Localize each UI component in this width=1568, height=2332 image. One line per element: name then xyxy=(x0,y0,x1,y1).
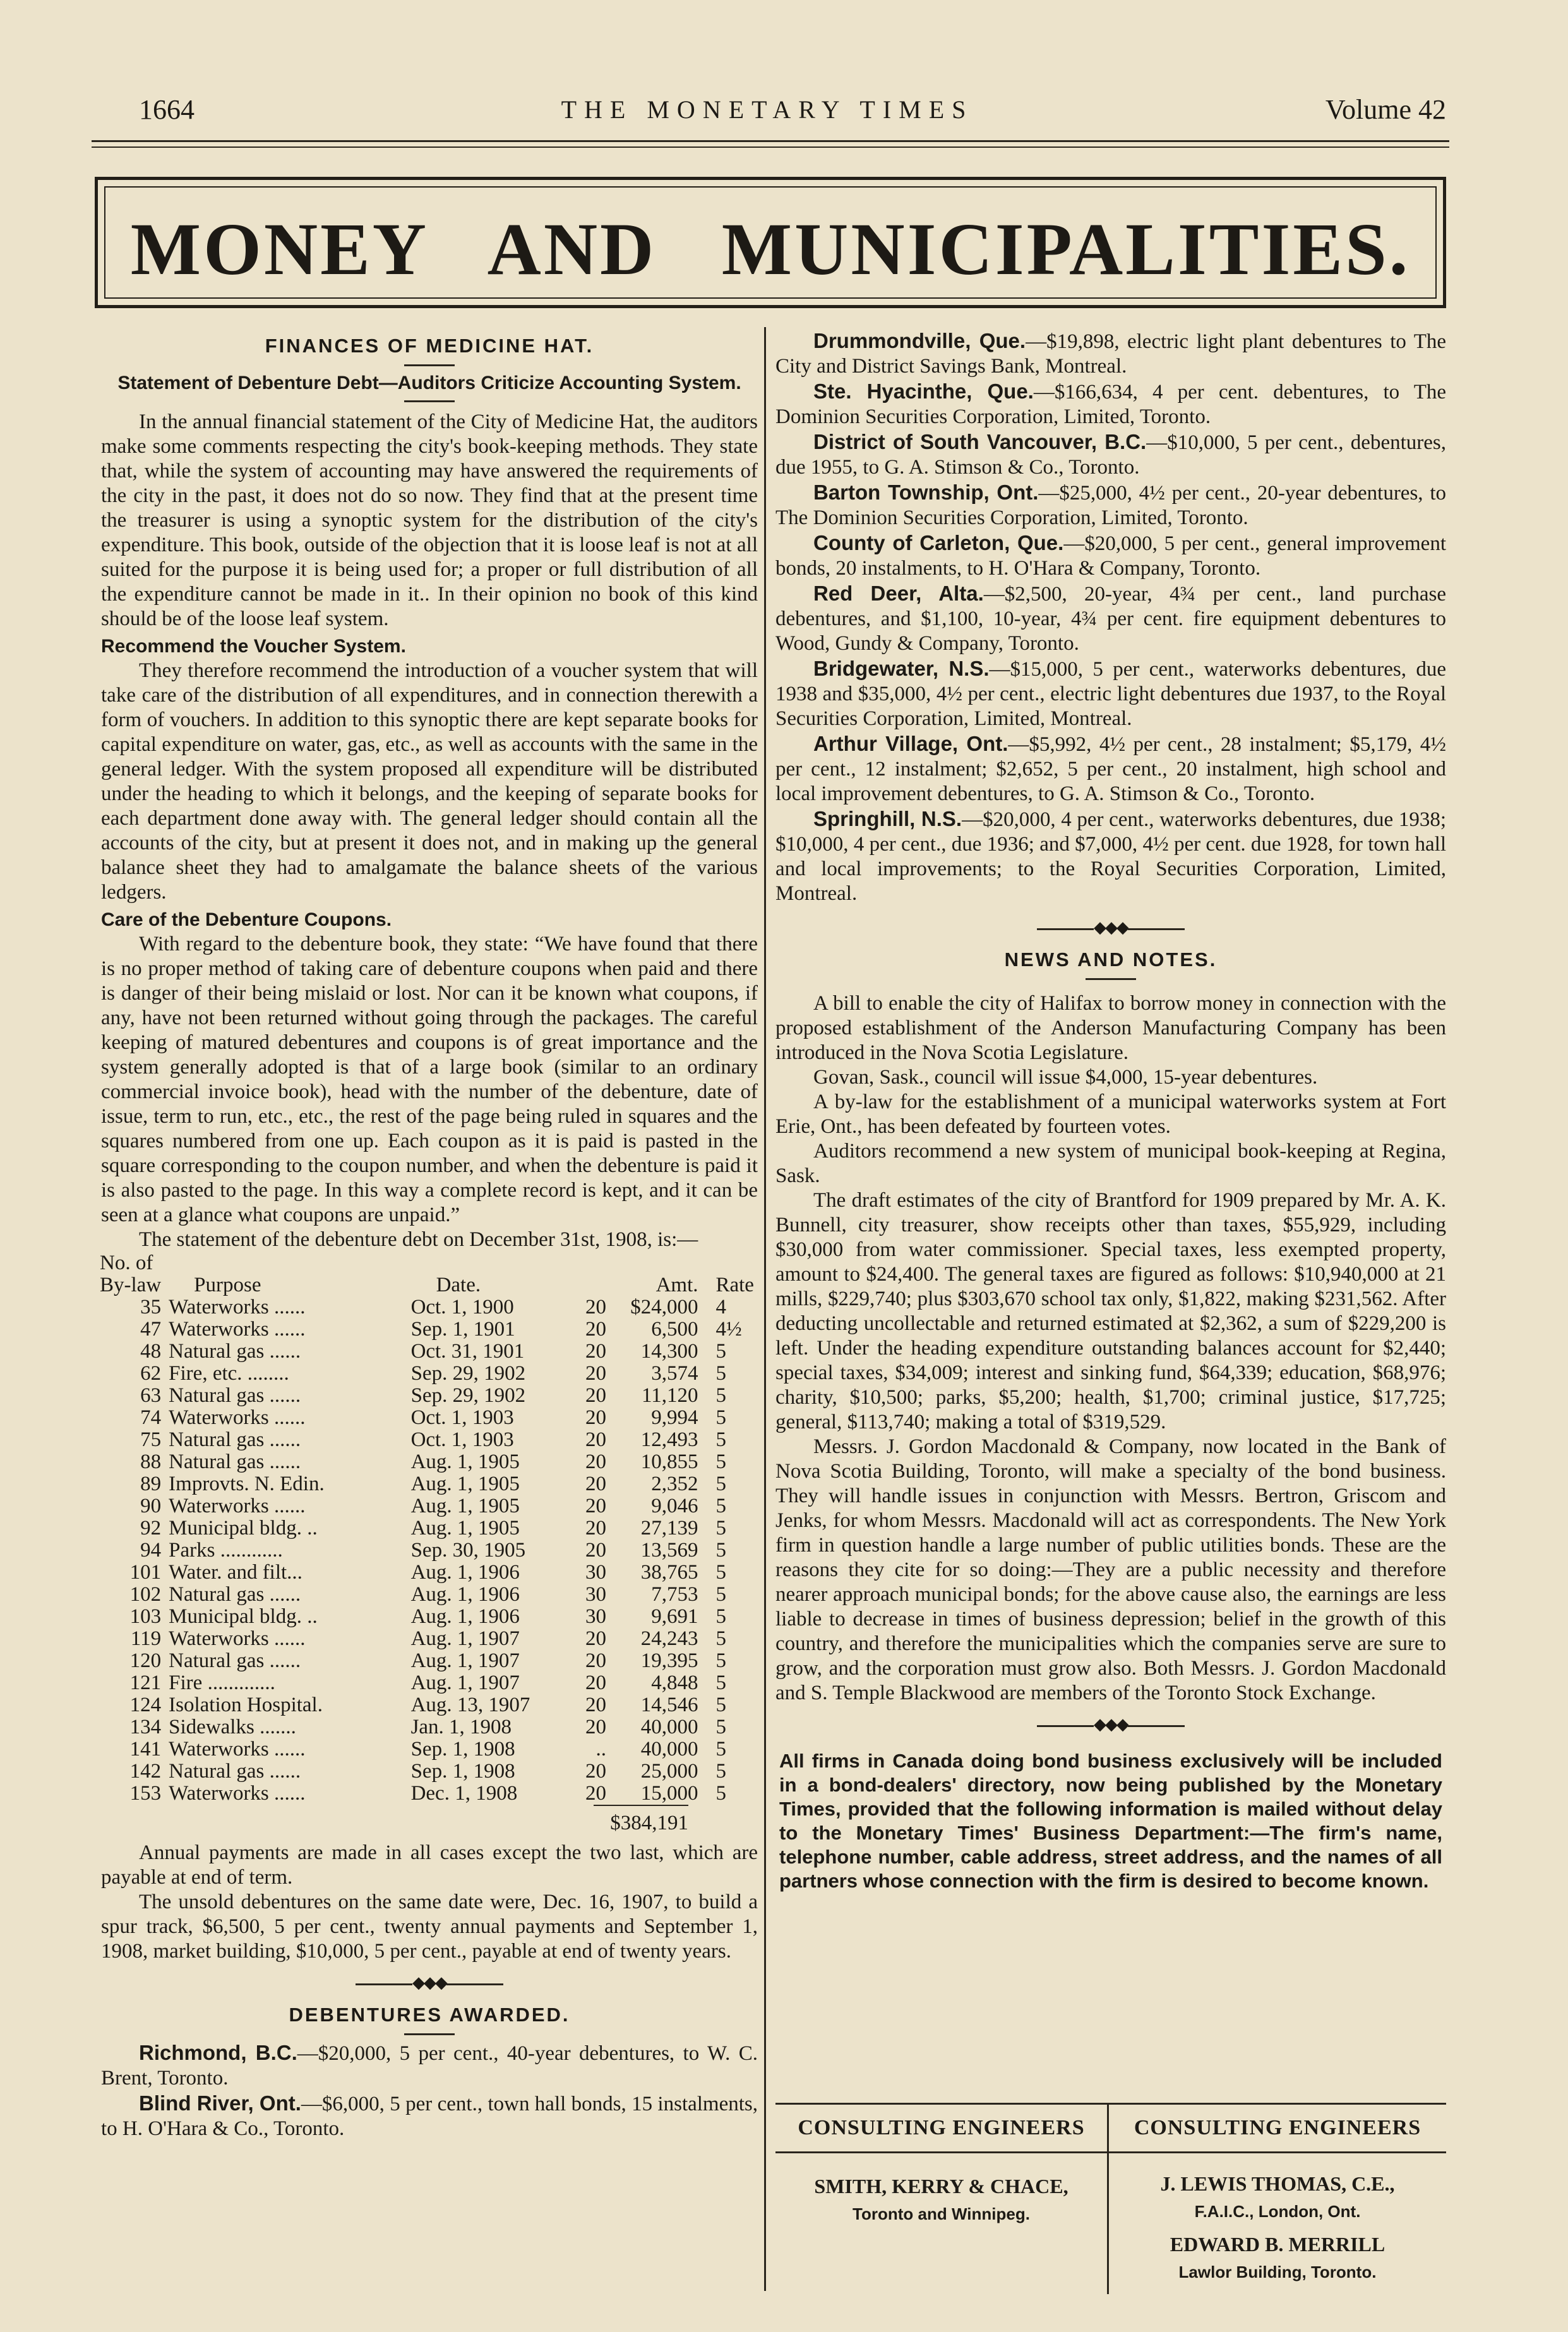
paragraph: The statement of the debenture debt on December 31st, 1908, is:— xyxy=(139,1228,698,1251)
cell-rate: 4 xyxy=(715,1296,726,1318)
debenture-details: —$20,000, 4 per cent., waterworks debentures, due 1938; $10,000, 4 per cent., due 1936; and $7,000, 4½ per cent. due 1928, for town hall and local improvements; to the Royal Securities Corporation, Limited, Montreal. xyxy=(775,808,1446,905)
debenture-item xyxy=(101,2040,758,2091)
table-row xyxy=(100,1628,758,1650)
cell-purpose: Natural gas ...... xyxy=(169,1649,301,1672)
cell-bylaw-number: 74 xyxy=(140,1406,162,1429)
cell-bylaw-number: 47 xyxy=(140,1318,162,1341)
cell-rate: 5 xyxy=(715,1340,726,1363)
debenture-place: Richmond, B.C. xyxy=(139,2041,297,2064)
table-row xyxy=(100,1716,758,1738)
article-subheading: Statement of Debenture Debt—Auditors Criticize Accounting System. xyxy=(117,373,741,393)
cell-term-years: 20 xyxy=(585,1473,606,1495)
cell-purpose: Waterworks ...... xyxy=(169,1782,306,1805)
cell-purpose: Natural gas ...... xyxy=(169,1340,301,1363)
left-column xyxy=(101,328,758,2141)
cell-term-years: 20 xyxy=(585,1649,606,1672)
cell-purpose: Natural gas ...... xyxy=(169,1760,301,1783)
debentures-heading: DEBENTURES AWARDED. xyxy=(289,2004,570,2026)
cell-bylaw-number: 48 xyxy=(140,1340,162,1363)
cell-date: Aug. 1, 1905 xyxy=(410,1517,520,1540)
table-row xyxy=(100,1672,758,1694)
page-number: 1664 xyxy=(139,94,195,125)
cell-amount: 40,000 xyxy=(640,1738,698,1761)
card-title: CONSULTING ENGINEERS xyxy=(1109,2116,1446,2153)
cell-date: Aug. 13, 1907 xyxy=(410,1694,530,1716)
col-date: Date. xyxy=(436,1274,481,1296)
debenture-item xyxy=(775,656,1446,731)
cell-purpose: Isolation Hospital. xyxy=(169,1694,323,1716)
cell-term-years: 20 xyxy=(585,1716,606,1738)
cell-rate: 5 xyxy=(715,1473,726,1495)
cell-bylaw-number: 62 xyxy=(140,1362,162,1385)
cell-rate: 5 xyxy=(715,1760,726,1783)
debenture-item xyxy=(775,581,1446,656)
business-cards xyxy=(775,2103,1446,2294)
cell-term-years: 20 xyxy=(585,1517,606,1540)
cell-bylaw-number: 120 xyxy=(129,1649,162,1672)
cell-rate: 5 xyxy=(715,1716,726,1738)
col-rate: Rate xyxy=(715,1274,754,1296)
card-firm-name: J. LEWIS THOMAS, C.E., xyxy=(1160,2172,1395,2195)
cell-term-years: 20 xyxy=(585,1384,606,1407)
debenture-place: Ste. Hyacinthe, Que. xyxy=(813,380,1034,403)
cell-date: Oct. 31, 1901 xyxy=(410,1340,525,1363)
cell-term-years: 20 xyxy=(585,1539,606,1562)
cell-rate: 5 xyxy=(715,1782,726,1805)
right-column xyxy=(775,328,1446,1906)
cell-term-years: 20 xyxy=(585,1671,606,1694)
cell-bylaw-number: 103 xyxy=(129,1605,162,1628)
table-row xyxy=(100,1738,758,1761)
header-rule xyxy=(92,140,1449,142)
table-row xyxy=(100,1650,758,1672)
cell-date: Dec. 1, 1908 xyxy=(410,1782,518,1805)
cell-rate: 4½ xyxy=(715,1318,742,1341)
cell-amount: 2,352 xyxy=(651,1473,698,1495)
cell-rate: 5 xyxy=(715,1561,726,1584)
section-banner xyxy=(95,177,1446,308)
cell-date: Aug. 1, 1906 xyxy=(410,1561,520,1584)
debenture-details: —$20,000, 5 per cent., 40-year debentures, to W. C. Brent, Toronto. xyxy=(101,2042,758,2090)
card-title: CONSULTING ENGINEERS xyxy=(775,2116,1107,2153)
paragraph: The unsold debentures on the same date were, Dec. 16, 1907, to build a spur track, $6,500, 5 per cent., twenty annual payments and September 1, 1908, market building, $10,000, 5 per cent., payable at end of twenty years. xyxy=(101,1891,758,1963)
cell-bylaw-number: 141 xyxy=(129,1738,162,1761)
cell-term-years: 20 xyxy=(585,1760,606,1783)
publication-title: THE MONETARY TIMES xyxy=(561,95,974,124)
debenture-place: Drummondville, Que. xyxy=(813,329,1026,352)
cell-bylaw-number: 75 xyxy=(140,1428,162,1451)
short-rule xyxy=(1086,978,1136,980)
cell-term-years: 20 xyxy=(585,1782,606,1805)
debenture-item xyxy=(101,2091,758,2141)
cell-bylaw-number: 142 xyxy=(129,1760,162,1783)
cell-rate: 5 xyxy=(715,1428,726,1451)
cell-date: Sep. 1, 1901 xyxy=(410,1318,515,1341)
table-body xyxy=(100,1296,758,1805)
cell-purpose: Natural gas ...... xyxy=(169,1384,301,1407)
cell-purpose: Waterworks ...... xyxy=(169,1318,306,1341)
cell-purpose: Waterworks ...... xyxy=(169,1406,306,1429)
card-credentials: F.A.I.C., London, Ont. xyxy=(1194,2202,1361,2221)
cell-term-years: 20 xyxy=(585,1406,606,1429)
cell-term-years: 20 xyxy=(585,1296,606,1318)
cell-date: Aug. 1, 1907 xyxy=(410,1627,520,1650)
cell-bylaw-number: 134 xyxy=(129,1716,162,1738)
cell-rate: 5 xyxy=(715,1605,726,1628)
news-paragraph: Messrs. J. Gordon Macdonald & Company, now located in the Bank of Nova Scotia Building, Toronto, will make a specialty of the bond business. They will handle issues in conjunction with Messrs. Bertron, Griscom and Jenks, for whom Messrs. Macdonald will act as correspondents. The New York firm in question handle a large number of public utilities bonds. These are the reasons they cite for so doing:—They are a public necessity and therefore nearer approach municipal bonds; for the above cause also, the earnings are less liable to decrease in times of business depression; belief in the growth of this country, and therefore the municipalities which the companies serve are sure to grow, and the corporation must grow also. Both Messrs. J. Gordon Macdonald and S. Temple Blackwood are members of the Toronto Stock Exchange. xyxy=(775,1435,1446,1704)
cell-date: Sep. 29, 1902 xyxy=(410,1362,526,1385)
news-paragraph: The draft estimates of the city of Brantford for 1909 prepared by Mr. A. K. Bunnell, city treasurer, show receipts other than taxes, $55,929, including $30,000 from water commissioner. Special taxes, less exempted property, amount to $24,400. The general taxes are figured as follows: $10,940,000 at 21 mills, $229,740; plus $303,670 school tax only, $1,822, making $231,562. After deducting uncollectable and returned estimated at $2,362, a sum of $229,200 is left. Under the heading expenditure outstanding balances account for $2,440; special taxes, $34,009; interest and sinking fund, $64,339; education, $68,976; charity, $10,500; parks, $5,200; health, $1,700; criminal justice, $17,725; general, $113,740; making a total of $319,529. xyxy=(775,1189,1446,1433)
table-row xyxy=(100,1606,758,1628)
cell-rate: 5 xyxy=(715,1583,726,1606)
cell-date: Oct. 1, 1903 xyxy=(410,1406,514,1429)
cell-date: Jan. 1, 1908 xyxy=(410,1716,512,1738)
cell-amount: 13,569 xyxy=(640,1539,698,1562)
news-paragraph: A bill to enable the city of Halifax to borrow money in connection with the proposed establishment of the Anderson Manufacturing Company has been introduced in the Nova Scotia Legislature. xyxy=(775,992,1446,1064)
table-row xyxy=(100,1694,758,1716)
debenture-place: Arthur Village, Ont. xyxy=(813,732,1008,755)
table-row xyxy=(100,1363,758,1385)
cell-amount: $24,000 xyxy=(630,1296,698,1318)
cell-term-years: 20 xyxy=(585,1428,606,1451)
cell-purpose: Fire ............. xyxy=(169,1671,275,1694)
cell-term-years: 30 xyxy=(585,1561,606,1584)
card-location: Lawlor Building, Toronto. xyxy=(1178,2263,1377,2281)
cell-amount: 38,765 xyxy=(640,1561,698,1584)
column-divider xyxy=(764,327,766,2291)
cell-purpose: Natural gas ...... xyxy=(169,1450,301,1473)
table-row xyxy=(100,1584,758,1606)
cell-rate: 5 xyxy=(715,1495,726,1517)
cell-rate: 5 xyxy=(715,1649,726,1672)
cell-purpose: Improvts. N. Edin. xyxy=(169,1473,325,1495)
short-rule xyxy=(404,364,455,366)
cell-term-years: 20 xyxy=(585,1627,606,1650)
table-row xyxy=(100,1429,758,1451)
cell-date: Sep. 30, 1905 xyxy=(410,1539,526,1562)
business-card xyxy=(775,2105,1109,2294)
page-header xyxy=(88,93,1446,131)
table-row xyxy=(100,1296,758,1318)
cell-amount: 4,848 xyxy=(651,1671,698,1694)
news-paragraph: Govan, Sask., council will issue $4,000, 15-year debentures. xyxy=(813,1066,1318,1089)
cell-amount: 9,691 xyxy=(651,1605,698,1628)
cell-date: Aug. 1, 1906 xyxy=(410,1583,520,1606)
cell-rate: 5 xyxy=(715,1738,726,1761)
cell-amount: 11,120 xyxy=(641,1384,698,1407)
news-body xyxy=(775,991,1446,1706)
card-firm-name-2: EDWARD B. MERRILL xyxy=(1170,2233,1385,2256)
cell-rate: 5 xyxy=(715,1406,726,1429)
cell-purpose: Sidewalks ....... xyxy=(169,1716,296,1738)
cell-amount: 10,855 xyxy=(640,1450,698,1473)
table-row xyxy=(100,1451,758,1473)
table-total: $384,191 xyxy=(594,1805,688,1836)
cell-bylaw-number: 153 xyxy=(129,1782,162,1805)
cell-bylaw-number: 94 xyxy=(140,1539,162,1562)
table-row xyxy=(100,1341,758,1363)
cell-rate: 5 xyxy=(715,1671,726,1694)
cell-amount: 40,000 xyxy=(640,1716,698,1738)
cell-amount: 12,493 xyxy=(640,1428,698,1451)
paragraph: In the annual financial statement of the City of Medicine Hat, the auditors make some comments respecting the city's book-keeping methods. They state that, while the system of accounting may have answered the requirements of the city in the past, it does not do so now. They find that at the present time the treasurer is using a synoptic system for the distribution of the city's expenditure. This book, outside of the objection that it is loose leaf is not at all suited for the purpose it is being used for; a proper or full distribution of all the expenditure cannot be made in it.. In their opinion no book of this kind should be of the loose leaf system. xyxy=(101,410,758,630)
side-heading: Care of the Debenture Coupons. xyxy=(101,909,392,930)
section-title: MONEY AND MUNICIPALITIES. xyxy=(130,208,1411,290)
col-bylaw: By-law xyxy=(100,1274,162,1296)
col-purpose: Purpose xyxy=(194,1274,261,1296)
ornament-divider: ◆◆◆ xyxy=(775,1712,1446,1737)
table-row xyxy=(100,1562,758,1584)
cell-rate: 5 xyxy=(715,1694,726,1716)
cell-date: Aug. 1, 1907 xyxy=(410,1671,520,1694)
table-row xyxy=(100,1318,758,1341)
cell-purpose: Waterworks ...... xyxy=(169,1296,306,1318)
debenture-place: Barton Township, Ont. xyxy=(813,481,1039,504)
directory-notice: All firms in Canada doing bond business exclusively will be included in a bond-dealers' directory, now being published by the Monetary Times, provided that the following information is mailed without delay to the Monetary Times' Business Department:—The firm's name, telephone number, cable address, street address, and the names of all partners whose connection with the firm is desired to become known. xyxy=(779,1750,1442,1892)
debenture-item xyxy=(775,429,1446,480)
cell-amount: 15,000 xyxy=(640,1782,698,1805)
debenture-details: —$5,992, 4½ per cent., 28 instalment; $5,179, 4½ per cent., 12 instalment; $2,652, 5 per cent., 20 instalment, high school and local improvement debentures, to G. A. Stimson & Co., Toronto. xyxy=(775,733,1446,805)
cell-bylaw-number: 35 xyxy=(140,1296,162,1318)
cell-bylaw-number: 92 xyxy=(140,1517,162,1540)
cell-date: Sep. 1, 1908 xyxy=(410,1760,515,1783)
cell-date: Aug. 1, 1905 xyxy=(410,1450,520,1473)
cell-term-years: 20 xyxy=(585,1495,606,1517)
debenture-item xyxy=(775,731,1446,806)
debenture-details: —$166,634, 4 per cent. debentures, to The Dominion Securities Corporation, Limited, Toronto. xyxy=(775,381,1446,428)
cell-bylaw-number: 90 xyxy=(140,1495,162,1517)
side-heading: Recommend the Voucher System. xyxy=(101,636,406,657)
header-rule-thin xyxy=(92,146,1449,148)
cell-purpose: Municipal bldg. .. xyxy=(169,1517,318,1540)
debenture-details: —$25,000, 4½ per cent., 20-year debentures, to The Dominion Securities Corporation, Limited, Toronto. xyxy=(775,482,1446,529)
debenture-place: County of Carleton, Que. xyxy=(813,531,1064,554)
cell-rate: 5 xyxy=(715,1627,726,1650)
debenture-item xyxy=(775,328,1446,379)
article-heading: FINANCES OF MEDICINE HAT. xyxy=(265,335,594,357)
table-row xyxy=(100,1517,758,1540)
ornament-divider: ◆◆◆ xyxy=(775,915,1446,940)
table-row xyxy=(100,1407,758,1429)
cell-date: Aug. 1, 1906 xyxy=(410,1605,520,1628)
debentures-list-left xyxy=(101,2040,758,2141)
cell-bylaw-number: 101 xyxy=(129,1561,162,1584)
ornament-divider: ◆◆◆ xyxy=(101,1970,758,1995)
cell-term-years: .. xyxy=(595,1738,606,1761)
cell-amount: 6,500 xyxy=(651,1318,698,1341)
paragraph: Annual payments are made in all cases except the two last, which are payable at end of term. xyxy=(101,1841,758,1889)
card-firm-name: SMITH, KERRY & CHACE, xyxy=(814,2175,1068,2197)
table-row xyxy=(100,1540,758,1562)
cell-amount: 9,046 xyxy=(651,1495,698,1517)
cell-bylaw-number: 119 xyxy=(130,1627,162,1650)
cell-rate: 5 xyxy=(715,1539,726,1562)
cell-term-years: 20 xyxy=(585,1694,606,1716)
cell-purpose: Waterworks ...... xyxy=(169,1495,306,1517)
table-row xyxy=(100,1761,758,1783)
paragraph: With regard to the debenture book, they state: “We have found that there is no proper method of taking care of debenture coupons when paid and there is danger of their being mislaid or lost. Nor can it be known what coupons, if any, have not been returned without going through the packages. The careful keeping of matured debentures and coupons is of great importance and the system generally adopted is that of a large book (similar to an ordinary commercial invoice book), head with the number of the debenture, date of issue, term to run, etc., etc., the rest of the page being ruled in squares and the squares numbered from one up. Each coupon as it is paid is pasted in the square corresponding to the coupon number, and when the debenture is paid it is also pasted to the page. In this way a complete record is kept, and it can be seen at a glance what coupons are unpaid.” xyxy=(101,933,758,1226)
cell-rate: 5 xyxy=(715,1517,726,1540)
cell-bylaw-number: 124 xyxy=(129,1694,162,1716)
short-rule xyxy=(404,400,455,402)
card-location: Toronto and Winnipeg. xyxy=(853,2204,1030,2223)
debenture-table xyxy=(100,1252,758,1805)
cell-rate: 5 xyxy=(715,1450,726,1473)
debenture-details: —$19,898, electric light plant debentures to The City and District Savings Bank, Montreal. xyxy=(775,330,1446,378)
debenture-details: —$15,000, 5 per cent., waterworks debentures, due 1938 and $35,000, 4½ per cent., electric light debentures due 1937, to the Royal Securities Corporation, Limited, Montreal. xyxy=(775,658,1446,730)
cell-amount: 24,243 xyxy=(640,1627,698,1650)
cell-rate: 5 xyxy=(715,1384,726,1407)
cell-date: Sep. 1, 1908 xyxy=(410,1738,515,1761)
cell-purpose: Waterworks ...... xyxy=(169,1738,306,1761)
cell-amount: 3,574 xyxy=(651,1362,698,1385)
cell-bylaw-number: 88 xyxy=(140,1450,162,1473)
cell-amount: 7,753 xyxy=(651,1583,698,1606)
cell-amount: 14,546 xyxy=(640,1694,698,1716)
cell-bylaw-number: 63 xyxy=(140,1384,162,1407)
debenture-place: Springhill, N.S. xyxy=(813,807,962,830)
cell-date: Sep. 29, 1902 xyxy=(410,1384,526,1407)
cell-purpose: Natural gas ...... xyxy=(169,1583,301,1606)
cell-date: Aug. 1, 1905 xyxy=(410,1495,520,1517)
cell-purpose: Municipal bldg. .. xyxy=(169,1605,318,1628)
cell-term-years: 20 xyxy=(585,1362,606,1385)
debenture-place: Red Deer, Alta. xyxy=(813,582,984,605)
news-heading: NEWS AND NOTES. xyxy=(1004,948,1218,971)
debenture-details: —$2,500, 20-year, 4¾ per cent., land purchase debentures, and $1,100, 10-year, 4¾ per cent. fire equipment debentures to Wood, Gundy & Company, Toronto. xyxy=(775,583,1446,655)
table-row xyxy=(100,1385,758,1407)
cell-term-years: 30 xyxy=(585,1605,606,1628)
col-amount: Amt. xyxy=(655,1274,698,1296)
debenture-details: —$20,000, 5 per cent., general improvement bonds, 20 instalments, to H. O'Hara & Company, Toronto. xyxy=(775,532,1446,580)
cell-purpose: Waterworks ...... xyxy=(169,1627,306,1650)
debenture-details: —$6,000, 5 per cent., town hall bonds, 15 instalments, to H. O'Hara & Co., Toronto. xyxy=(101,2093,758,2140)
news-paragraph: A by-law for the establishment of a municipal waterworks system at Fort Erie, Ont., has been defeated by fourteen votes. xyxy=(775,1091,1446,1138)
paragraph: They therefore recommend the introduction of a voucher system that will take care of the distribution of all expenditures, and in connection therewith a form of vouchers. In addition to this synoptic there are kept separate books for capital expenditure on water, gas, etc., as well as accounts with the same in the general ledger. With the system proposed all expenditure will be distributed under the heading to which it belongs, and the keeping of separate books for each department done away with. The general ledger should contain all the accounts of the city, but at present it does not, and in making up the general balance sheet they had to amalgamate the balance sheets of the various ledgers. xyxy=(101,659,758,904)
cell-date: Aug. 1, 1907 xyxy=(410,1649,520,1672)
debenture-item xyxy=(775,806,1446,906)
col-no: No. of xyxy=(100,1252,153,1274)
cell-amount: 14,300 xyxy=(640,1340,698,1363)
cell-term-years: 20 xyxy=(585,1318,606,1341)
cell-term-years: 30 xyxy=(585,1583,606,1606)
cell-term-years: 20 xyxy=(585,1450,606,1473)
cell-rate: 5 xyxy=(715,1362,726,1385)
cell-purpose: Fire, etc. ........ xyxy=(169,1362,289,1385)
debenture-place: District of South Vancouver, B.C. xyxy=(813,430,1147,453)
cell-amount: 19,395 xyxy=(640,1649,698,1672)
cell-amount: 9,994 xyxy=(651,1406,698,1429)
cell-date: Aug. 1, 1905 xyxy=(410,1473,520,1495)
debenture-place: Blind River, Ont. xyxy=(139,2091,301,2115)
cell-term-years: 20 xyxy=(585,1340,606,1363)
cell-purpose: Parks ............ xyxy=(169,1539,283,1562)
table-header xyxy=(100,1274,758,1296)
business-card xyxy=(1109,2105,1446,2294)
cell-bylaw-number: 89 xyxy=(140,1473,162,1495)
cell-date: Oct. 1, 1900 xyxy=(410,1296,514,1318)
debenture-item xyxy=(775,480,1446,530)
debentures-list-right xyxy=(775,328,1446,906)
cell-amount: 25,000 xyxy=(640,1760,698,1783)
cell-amount: 27,139 xyxy=(640,1517,698,1540)
cell-bylaw-number: 121 xyxy=(129,1671,162,1694)
table-row xyxy=(100,1473,758,1495)
debenture-place: Bridgewater, N.S. xyxy=(813,657,990,680)
cell-purpose: Water. and filt... xyxy=(169,1561,302,1584)
table-header xyxy=(100,1252,758,1274)
cell-purpose: Natural gas ...... xyxy=(169,1428,301,1451)
debenture-details: —$10,000, 5 per cent., debentures, due 1955, to G. A. Stimson & Co., Toronto. xyxy=(775,431,1446,479)
table-row xyxy=(100,1783,758,1805)
short-rule xyxy=(404,2033,455,2035)
debenture-item xyxy=(775,530,1446,581)
table-row xyxy=(100,1495,758,1517)
news-paragraph: Auditors recommend a new system of municipal book-keeping at Regina, Sask. xyxy=(775,1140,1446,1187)
cell-date: Oct. 1, 1903 xyxy=(410,1428,514,1451)
debenture-item xyxy=(775,379,1446,429)
volume-label: Volume 42 xyxy=(1325,94,1446,125)
cell-bylaw-number: 102 xyxy=(129,1583,162,1606)
